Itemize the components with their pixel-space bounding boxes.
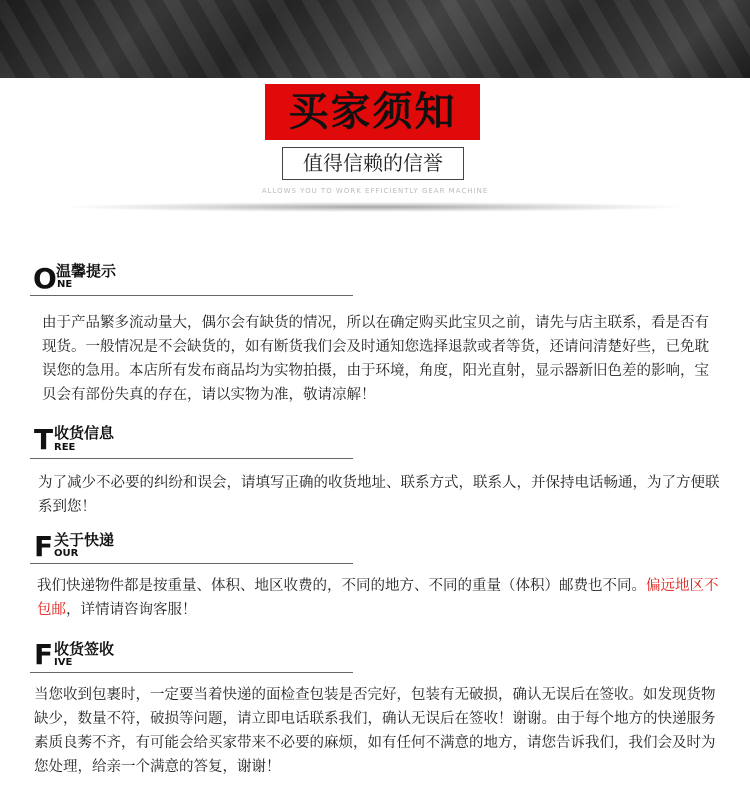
- section-title: 温馨提示: [56, 262, 117, 280]
- section-letter: T: [34, 423, 54, 456]
- section-letter: F: [34, 530, 54, 563]
- section-text: 为了减少不必要的纠纷和误会，请填写正确的收货地址、联系方式，联系人，并保持电话畅通，为了方便联系到您！: [38, 475, 720, 515]
- section-subtitle: NE: [57, 279, 73, 290]
- section-letter: O: [33, 262, 57, 295]
- section-rule: [30, 458, 353, 459]
- header-banner: [0, 0, 750, 78]
- section-title: 收货签收: [54, 640, 115, 658]
- section-text: 当您收到包裹时，一定要当着快递的面检查包装是否完好，包装有无破损，确认无误后在签收。如发现货物缺少，数量不符，破损等问题，请立即电话联系我们，确认无误后在签收！谢谢。由于每个地方的快递服务素质良莠不齐，有可能会给买家带来不必要的麻烦，如有任何不满意的地方，请您告诉我们，我们会及时为您处理，给亲一个满意的答复，谢谢！: [34, 687, 716, 775]
- section-rule: [30, 672, 353, 673]
- english-tagline: ALLOWS YOU TO WORK EFFICIENTLY GEAR MACHINE: [261, 187, 489, 195]
- section-subtitle: IVE: [54, 657, 73, 668]
- section-title: 关于快递: [54, 531, 115, 549]
- section-letter: F: [34, 638, 54, 671]
- remote-area-note: 偏远地区不包邮: [37, 578, 719, 618]
- section-subtitle: OUR: [54, 548, 79, 559]
- section-title: 收货信息: [54, 424, 115, 442]
- section-subtitle: REE: [54, 442, 76, 453]
- section-text: 由于产品繁多流动量大，偶尔会有缺货的情况，所以在确定购买此宝贝之前，请先与店主联系，看是否有现货。一般情况是不会缺货的，如有断货我们会及时通知您选择退款或者等货，还请问清楚好些，已免耽误您的急用。本店所有发布商品均为实物拍摄，由于环境，角度，阳光直射，显示器新旧色差的影响，宝贝会有部份失真的存在，请以实物为准，敬请凉解！: [42, 315, 709, 403]
- divider-shadow: [70, 202, 680, 212]
- section-text: [37, 574, 721, 622]
- page-title: 买家须知: [288, 89, 457, 135]
- page-subtitle: 值得信赖的信誉: [282, 147, 464, 180]
- section-rule: [30, 563, 353, 564]
- section-text-main: 我们快递物件都是按重量、体积、地区收费的，不同的地方、不同的重量（体积）邮费也不同。: [37, 578, 646, 594]
- section-rule: [30, 295, 353, 296]
- section-text-tail: ，详情请咨询客服！: [66, 602, 197, 618]
